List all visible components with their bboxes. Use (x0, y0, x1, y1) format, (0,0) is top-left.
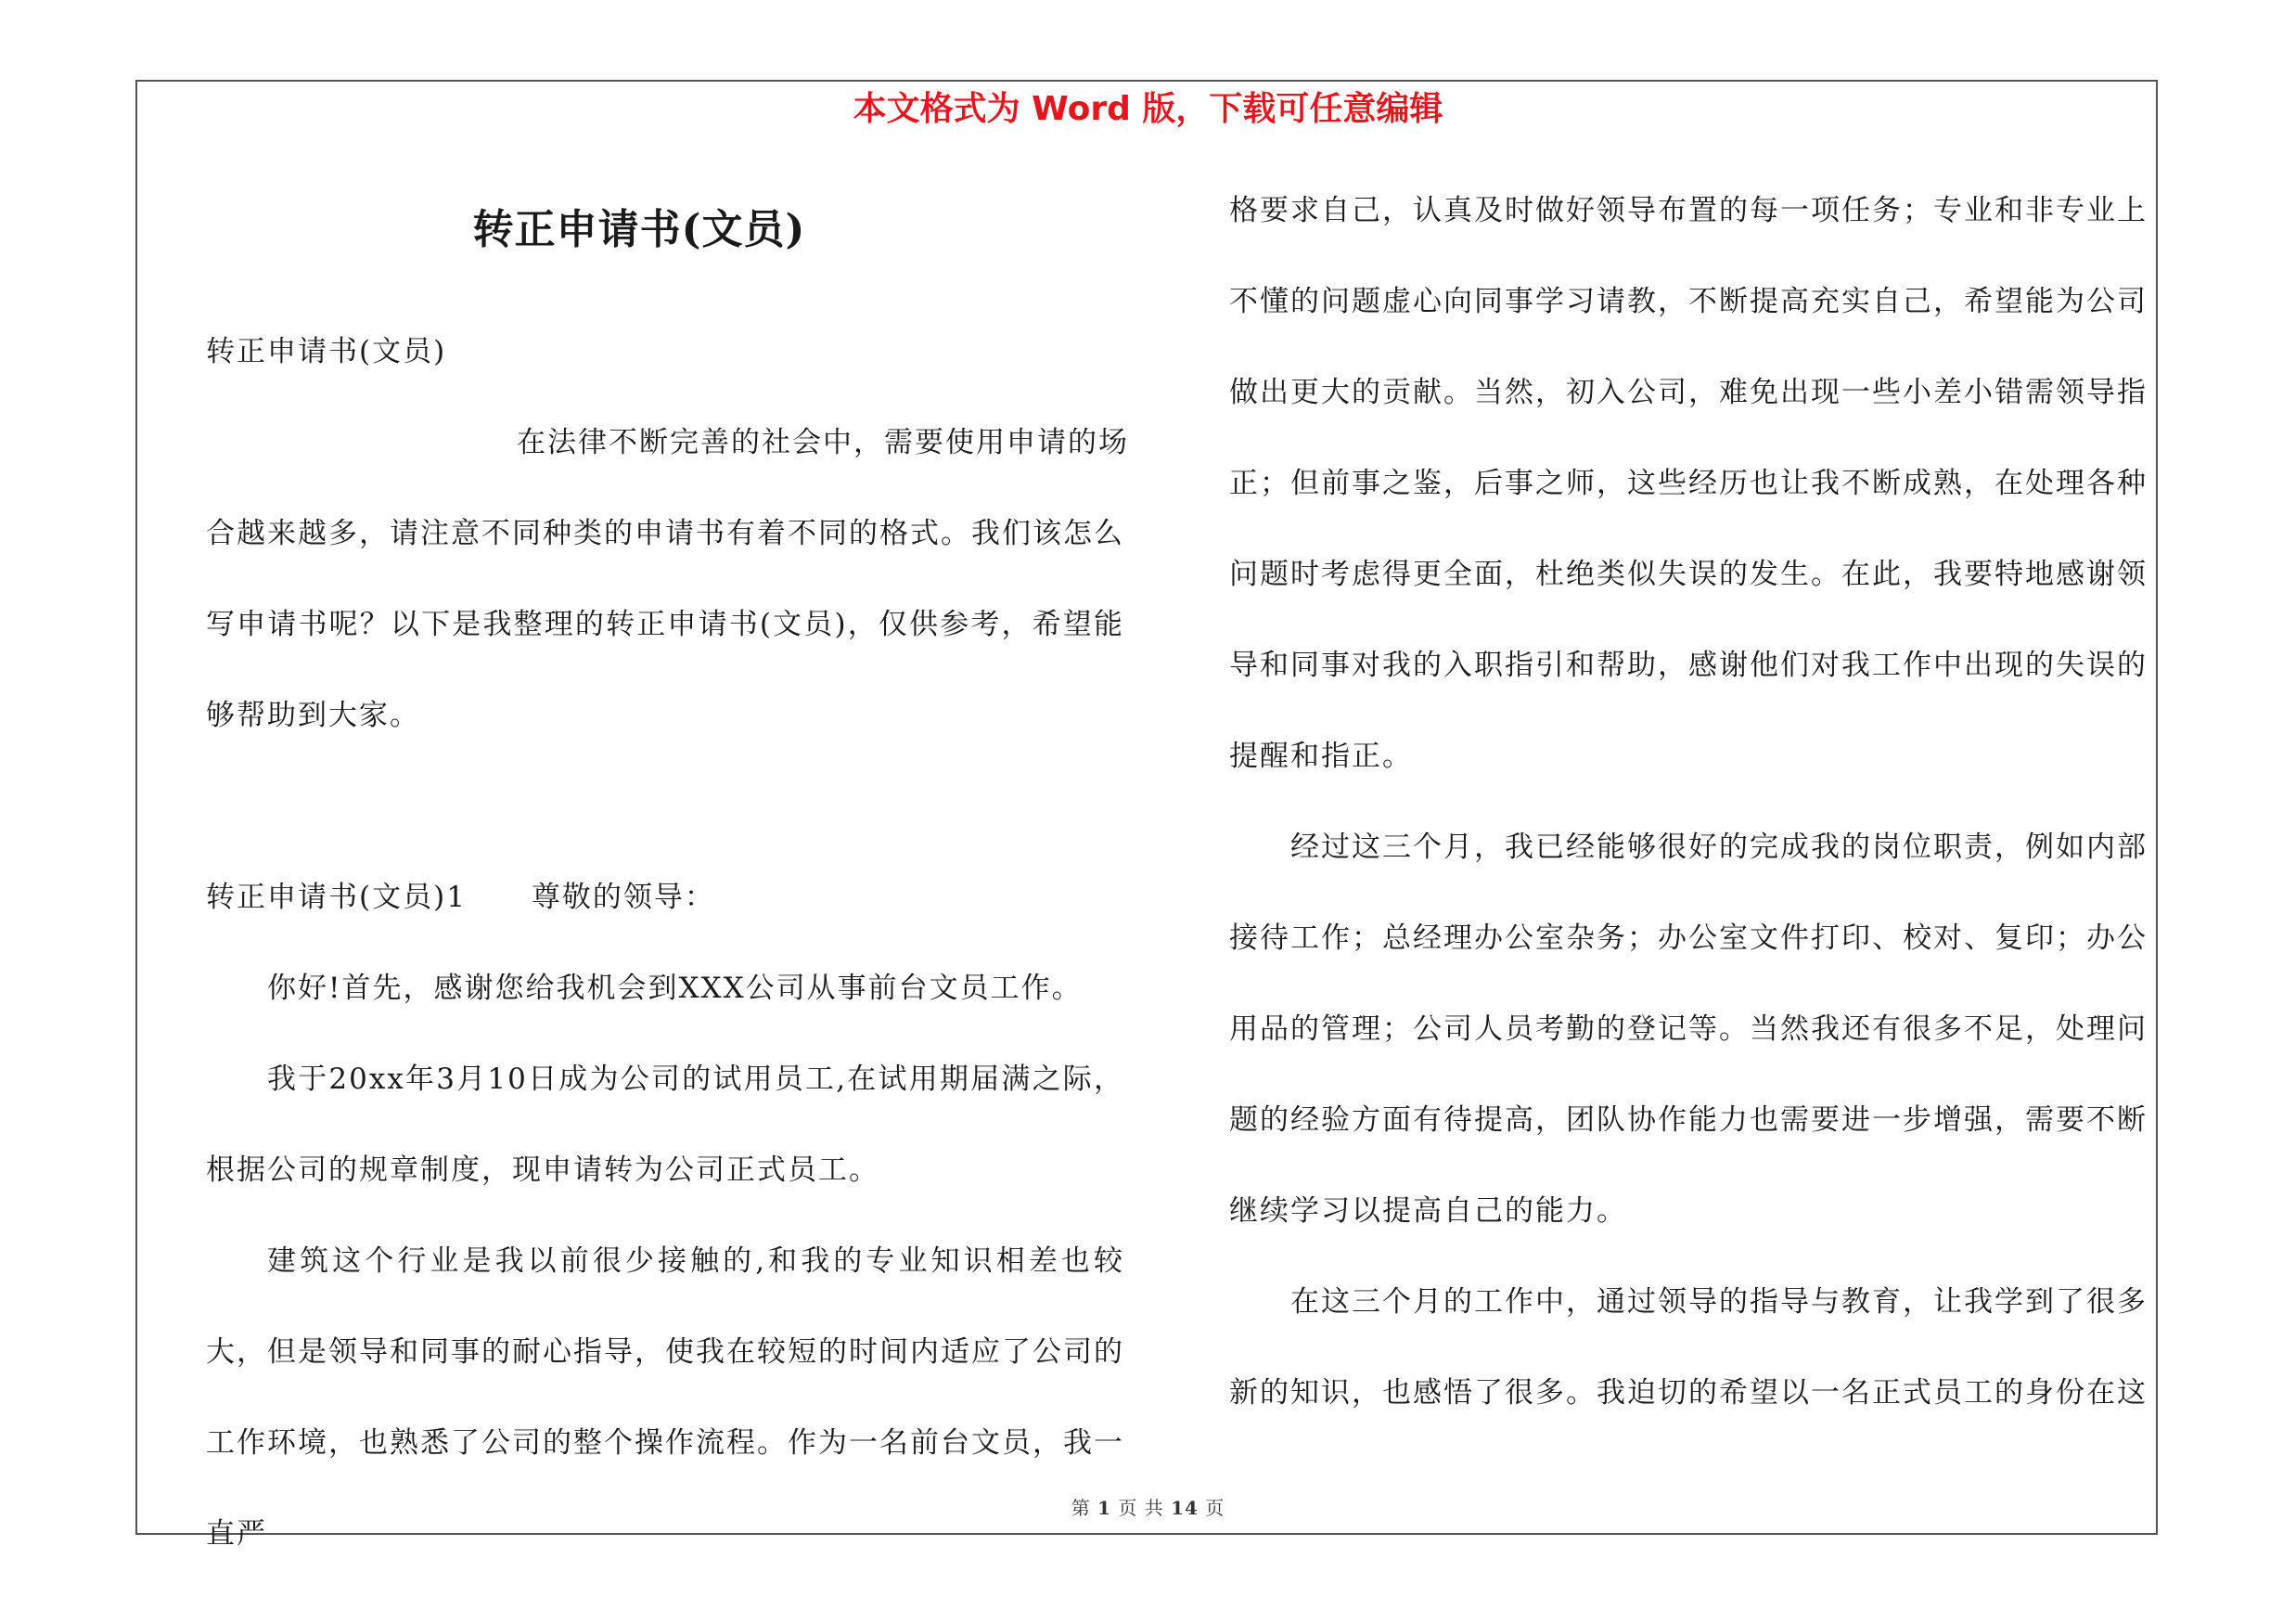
intro-paragraph: 合越来越多，请注意不同种类的申请书有着不同的格式。我们该怎么写申请书呢？以下是我整理的转正申请书(文员)，仅供参考，希望能够帮助到大家。 (206, 517, 1124, 732)
duties-paragraph: 经过这三个月，我已经能够很好的完成我的岗位职责，例如内部接待工作；总经理办公室杂务；办公室文件打印、校对、复印；办公用品的管理；公司人员考勤的登记等。当然我还有很多不足，处理问题的经验方面有待提高，团队协作能力也需要进一步增强，需要不断继续学习以提高自己的能力。 (1229, 831, 2148, 1228)
greeting-paragraph: 你好!首先，感谢您给我机会到XXX公司从事前台文员工作。 (267, 972, 1083, 1005)
footer-middle: 页 共 (1118, 1497, 1164, 1519)
intro-first-line: 在法律不断完善的社会中，需要使用申请的场 (517, 426, 1129, 459)
document-title: 转正申请书(文员) (472, 206, 806, 253)
subtitle: 转正申请书(文员) (206, 335, 447, 368)
salutation-label: 转正申请书(文员)1 (206, 881, 467, 914)
work-paragraph: 建筑这个行业是我以前很少接触的,和我的专业知识相差也较大，但是领导和同事的耐心指导，使我在较短的时间内适应了公司的工作环境，也熟悉了公司的整个操作流程。作为一名前台文员，我一直严 (206, 1244, 1124, 1551)
probation-paragraph: 我于20xx年3月10日成为公司的试用员工,在试用期届满之际，根据公司的规章制度，现申请转为公司正式员工。 (206, 1063, 1124, 1187)
footer-suffix: 页 (1205, 1497, 1225, 1519)
learning-paragraph: 在这三个月的工作中，通过领导的指导与教育，让我学到了很多新的知识，也感悟了很多。我迫切的希望以一名正式员工的身份在这 (1229, 1285, 2148, 1410)
salutation-line (206, 852, 1124, 943)
salutation: 尊敬的领导： (531, 881, 715, 914)
page-footer (0, 1496, 2296, 1520)
continued-paragraph: 格要求自己，认真及时做好领导布置的每一项任务；专业和非专业上不懂的问题虚心向同事学习请教，不断提高充实自己，希望能为公司做出更大的贡献。当然，初入公司，难免出现一些小差小错需领导指正；但前事之鉴，后事之师，这些经历也让我不断成熟，在处理各种问题时考虑得更全面，杜绝类似失误的发生。在此，我要特地感谢领导和同事对我的入职指引和帮助，感谢他们对我工作中出现的失误的提醒和指正。 (1229, 194, 2148, 773)
footer-prefix: 第 (1071, 1497, 1091, 1519)
current-page: 1 (1097, 1497, 1111, 1519)
total-pages: 14 (1171, 1497, 1199, 1519)
format-banner: 本文格式为 Word 版，下载可任意编辑 (853, 90, 1443, 128)
